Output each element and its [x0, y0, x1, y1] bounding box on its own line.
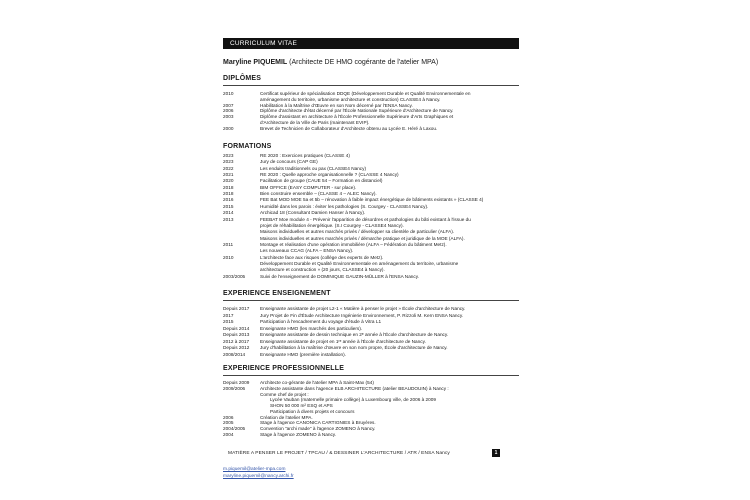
- entry-text: aménagement du territoire, urbanisme architecture et construction) CLASSE4 à Nancy.: [260, 96, 441, 102]
- entry-date: 2004: [223, 431, 234, 437]
- email-link-atelier[interactable]: m.piquemil@atelier-mpa.com: [223, 467, 286, 472]
- entry-date: Depuis 2014: [223, 325, 250, 331]
- entry-text: Jury Projet de Fin d'Étude Architecture Ingénierie Environnement, P. Rizzoli M. Kern ENSA Nancy.: [260, 312, 464, 318]
- person-name-line: [223, 59, 438, 66]
- entry-date: 2006: [223, 414, 234, 420]
- entry-date: 2010: [223, 91, 234, 96]
- entry-date: 2012 à 2017: [223, 338, 250, 344]
- entry-text: Les enduits traditionnels ou pax (CLASSE4 Nancy): [260, 165, 367, 171]
- entry-date: 2009/2006: [223, 385, 246, 391]
- entry-text: Enseignante assistante de projet en 1ʳᵉ année à l'École d'architecture de Nancy.: [260, 338, 426, 344]
- entry-date: 2016: [223, 197, 234, 203]
- entry-text: FEE Bat MOD MOE 5a et 5b – rénovation à faible impact énergétique de bâtiments existants » (CLASSE 4): [260, 197, 484, 203]
- entry-text: RE 2020 : Quelle approche organisationnelle ? (CLASSE 4 Nancy): [260, 172, 399, 178]
- entry-date: 2010: [223, 254, 234, 260]
- entry-date: 2020: [223, 178, 234, 184]
- entry-date: 2015: [223, 203, 234, 209]
- entry-text: Brevet de Technicien de Collaborateur d'Architecte obtenu au Lycée E. Héré à Laxou.: [260, 125, 438, 131]
- entry-date: 2018: [223, 184, 234, 190]
- entry-date: 2003: [223, 114, 234, 120]
- entry-text: Diplôme d'architecte d'état décerné par l'École Nationale Supérieure d'Architecture de Nancy.: [260, 108, 454, 114]
- entry-date: 2018: [223, 191, 234, 197]
- page-footer: MATIÈRE A PENSER LE PROJET / TPCAU / & DESSINER L'ARCHITECTURE / ATR / ENSA Nancy: [228, 451, 450, 456]
- entry-date: Depuis 2012: [223, 345, 250, 350]
- entry-date: 2007: [223, 102, 234, 108]
- entry-text: FEEBAT Moe module 4 - Prévenir l'apparition de désordres et pathologies du bâti existant à l'issue du: [260, 216, 471, 222]
- entry-date: Depuis 2009: [223, 380, 250, 385]
- entry-text: Bien construire ensemble – (CLASSE 4 – ALEC Nancy).: [260, 191, 377, 197]
- entry-date: 2004/2005: [223, 426, 246, 431]
- entry-text: Montage et réalisation d'une opération immobilière (ALFA – Fédération du bâtiment Metz).: [260, 241, 447, 247]
- entry-date: 2003/2005: [223, 273, 246, 279]
- entry-text: Jury d'habilitation à la maîtrise d'œuvre en son nom propre, École d'architecture de Nancy.: [260, 345, 448, 350]
- entry-date: 2023: [223, 153, 234, 158]
- entry-text: L'architecte face aux risques (collège des experts de Metz).: [260, 254, 384, 260]
- entry-text: Humidité dans les parois : éviter les pathologies (S. Courgey - CLASSE4 Nancy).: [260, 203, 429, 209]
- entry-text: Enseignante HMO (première installation).: [260, 351, 346, 357]
- entry-text: projet de réhabilitation énergétique. (S.I Courgey - CLASSE4 Nancy).: [260, 222, 404, 228]
- entry-text: Archicad 18 (Consultant Damien Hanser à Nancy).: [260, 210, 366, 216]
- entry-date: Depuis 2017: [223, 306, 250, 311]
- entry-date: 2005: [223, 420, 234, 426]
- entry-text: Stage à l'agence ZOMENO à Nancy.: [260, 431, 337, 437]
- page-number: 1: [492, 449, 500, 457]
- entry-text: SHON 50 000 m² ESQ et APS: [270, 403, 333, 408]
- entry-date: 2008/2014: [223, 351, 246, 357]
- entry-text: Habilitation à la Maîtrise d'Œuvre en son Nom décerné par l'ENSA Nancy.: [260, 102, 413, 108]
- entry-date: 2013: [223, 216, 234, 222]
- entry-text: Maisons individuelles et autres marchés privés / développer sa clientèle de particulier (ALFA).: [260, 229, 455, 235]
- entry-text: Suivi de l'enseignement de DOMINIQUE GAUZIN-MÜLLER à l'ENSA Nancy.: [260, 273, 420, 279]
- entry-text: Lycée Vauban (maternelle primaire collège) à Luxembourg ville, de 2006 à 2009: [270, 397, 436, 403]
- section-heading-formations: FORMATIONS: [223, 143, 272, 150]
- entry-date: 2022: [223, 165, 234, 171]
- entry-text: Participation à l'encadrement du voyage d'étude à Vitra L1: [260, 319, 382, 324]
- section-rule: [223, 300, 519, 301]
- entry-date: 2017: [223, 312, 234, 318]
- entry-text: Stage à l'agence CANONICA CARTIGNIES à Bruyères.: [260, 420, 376, 426]
- entry-date: Depuis 2013: [223, 332, 250, 337]
- entry-text: Développement Durable et Qualité Environnementale en aménagement du territoire, urbanisme: [260, 260, 459, 266]
- section-heading-enseignement: EXPERIENCE ENSEIGNEMENT: [223, 290, 331, 297]
- section-heading-diplomes: DIPLÔMES: [223, 75, 262, 82]
- entry-text: Enseignante HMO (les marchés des particuliers).: [260, 325, 363, 331]
- entry-date: 2015: [223, 319, 234, 324]
- entry-date: 2011: [223, 241, 234, 247]
- entry-date: 2006: [223, 108, 234, 114]
- entry-text: RE 2020 : Exercices pratiques (CLASSE 4): [260, 153, 350, 158]
- section-heading-pro: EXPERIENCE PROFESSIONNELLE: [223, 365, 345, 372]
- cv-banner: CURRICULUM VITAE: [223, 38, 519, 49]
- entry-date: 2023: [223, 159, 234, 165]
- entry-text: BIM OFFICE (EASY COMPUTER - sur place).: [260, 184, 357, 190]
- entry-text: Certificat supérieur de spécialisation DDQE (Développement Durable et Qualité Environnementale en: [260, 91, 471, 96]
- person-name: Maryline PIQUEMIL: [223, 59, 288, 66]
- section-rule: [223, 375, 519, 376]
- entry-text: Jury de concours (CAP GE): [260, 159, 318, 165]
- entry-text: d'Architecture de la Ville de Paris (maintenant EVIP).: [260, 120, 370, 125]
- entry-text: Diplôme d'assistant en architecture à l'École Professionnelle Supérieure d'Arts Graphiques et: [260, 114, 454, 120]
- entry-date: 2014: [223, 210, 234, 216]
- entry-date: 2021: [223, 172, 234, 178]
- entry-date: 2000: [223, 125, 234, 131]
- email-link-ensa[interactable]: maryline.piquemil@nancy.archi.fr: [223, 474, 294, 479]
- entry-text: Maisons individuelles et autres marchés privés / démarche pratique et juridique de la MOE (ALFA).: [260, 235, 465, 241]
- entry-text: architecture et construction » (20 jours, CLASSE4 à Nancy).: [260, 267, 385, 273]
- entry-text: Architecte assistante dans l'agence ELB ARCHITECTURE (atelier BEAUDOUIN) à Nancy :: [260, 385, 449, 391]
- entry-text: Facilitation de groupe (CAUE 54 – Formation en distanciel): [260, 178, 383, 184]
- entry-text: Comme chef de projet :: [260, 391, 309, 397]
- entry-text: Création de l'atelier MPA.: [260, 414, 313, 420]
- entry-text: Participation à divers projets et concours: [270, 408, 355, 414]
- person-role: (Architecte DE HMO cogérante de l'atelier MPA): [289, 59, 439, 66]
- entry-text: Convention "archi made" à l'agence ZOMENO à Nancy.: [260, 426, 376, 431]
- section-rule: [223, 85, 519, 86]
- entry-text: Les nouveaux CCAG (ALFA – ENSA Nancy).: [260, 248, 354, 254]
- entry-text: Architecte co-gérante de l'atelier MPA à Saint-Max (54): [260, 380, 374, 385]
- entry-text: Enseignante assistante de projet L2-1 « Matière à penser le projet » École d'architecture de Nancy.: [260, 306, 466, 311]
- entry-text: Enseignante assistante de dessin technique en 2ᵉ année à l'École d'architecture de Nancy.: [260, 332, 449, 337]
